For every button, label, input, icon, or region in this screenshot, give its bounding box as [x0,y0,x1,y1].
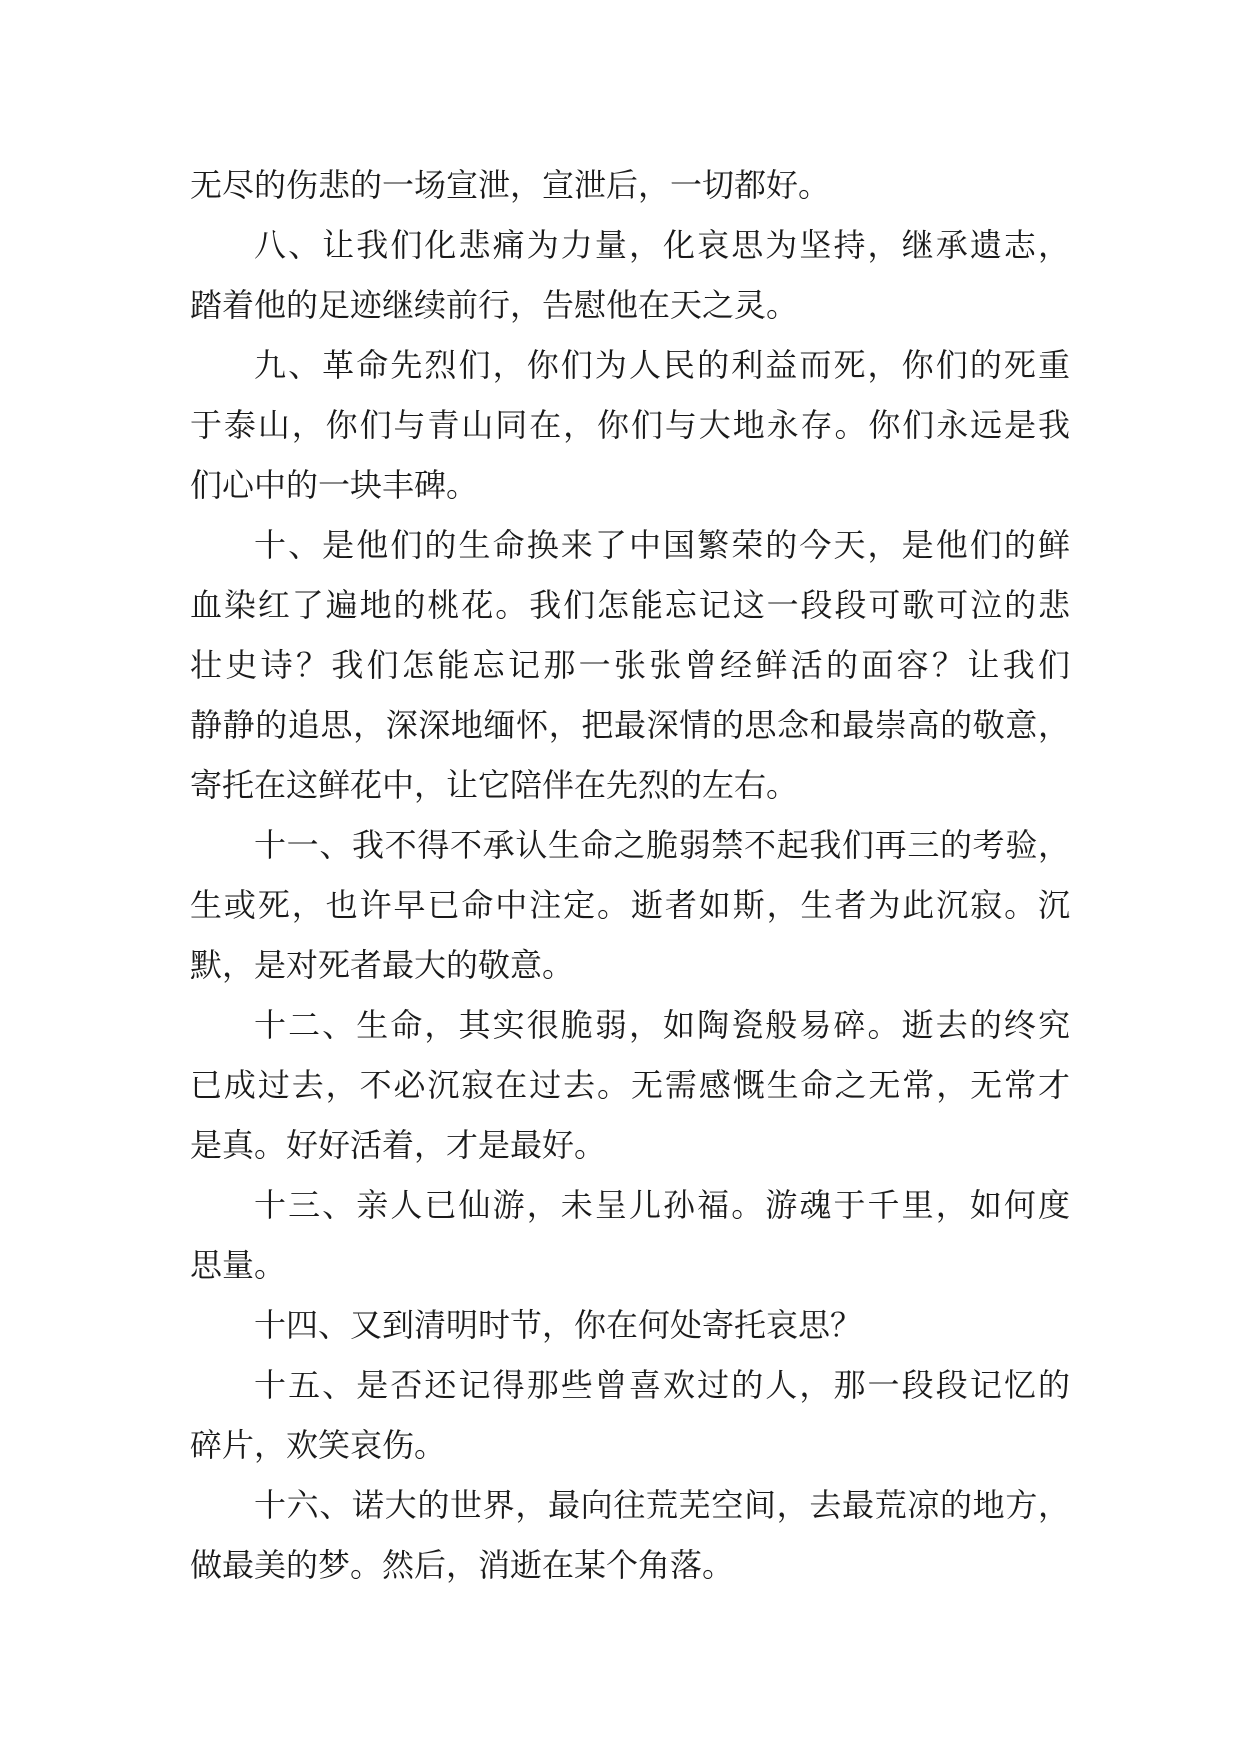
paragraph-12-line-3: 是真。好好活着，才是最好。 [190,1126,607,1164]
paragraph-15-line-2: 碎片，欢笑哀伤。 [190,1426,447,1464]
paragraph-15-line-1: 十五、是否还记得那些曾喜欢过的人，那一段段记忆的 [254,1366,1070,1404]
paragraph-13-line-1: 十三、亲人已仙游，未呈儿孙福。游魂于千里，如何度 [254,1186,1070,1224]
paragraph-16-line-2: 做最美的梦。然后，消逝在某个角落。 [190,1546,735,1584]
paragraph-11-line-1: 十一、我不得不承认生命之脆弱禁不起我们再三的考验， [254,826,1070,864]
paragraph-8-line-2: 踏着他的足迹继续前行，告慰他在天之灵。 [190,286,799,324]
paragraph-8-line-1: 八、让我们化悲痛为力量，化哀思为坚持，继承遗志， [254,226,1070,264]
document-body [190,155,1070,1595]
paragraph-10-line-1: 十、是他们的生命换来了中国繁荣的今天，是他们的鲜 [254,526,1070,564]
paragraph-11-line-3: 默，是对死者最大的敬意。 [190,946,575,984]
paragraph-10-line-4: 静静的追思，深深地缅怀，把最深情的思念和最崇高的敬意， [190,706,1070,744]
paragraph-9-line-1: 九、革命先烈们，你们为人民的利益而死，你们的死重 [254,346,1070,384]
paragraph-16-line-1: 十六、诺大的世界，最向往荒芜空间，去最荒凉的地方， [254,1486,1070,1524]
text-line: 无尽的伤悲的一场宣泄，宣泄后，一切都好。 [190,166,831,204]
paragraph-10-line-3: 壮史诗？我们怎能忘记那一张张曾经鲜活的面容？让我们 [190,646,1070,684]
paragraph-9-line-3: 们心中的一块丰碑。 [190,466,479,504]
paragraph-10-line-5: 寄托在这鲜花中，让它陪伴在先烈的左右。 [190,766,799,804]
paragraph-11-line-2: 生或死，也许早已命中注定。逝者如斯，生者为此沉寂。沉 [190,886,1070,924]
paragraph-12-line-2: 已成过去，不必沉寂在过去。无需感慨生命之无常，无常才 [190,1066,1070,1104]
paragraph-10-line-2: 血染红了遍地的桃花。我们怎能忘记这一段段可歌可泣的悲 [190,586,1070,624]
paragraph-12-line-1: 十二、生命，其实很脆弱，如陶瓷般易碎。逝去的终究 [254,1006,1070,1044]
paragraph-9-line-2: 于泰山，你们与青山同在，你们与大地永存。你们永远是我 [190,406,1070,444]
paragraph-14-line-1: 十四、又到清明时节，你在何处寄托哀思？ [254,1306,863,1344]
paragraph-13-line-2: 思量。 [190,1246,287,1284]
